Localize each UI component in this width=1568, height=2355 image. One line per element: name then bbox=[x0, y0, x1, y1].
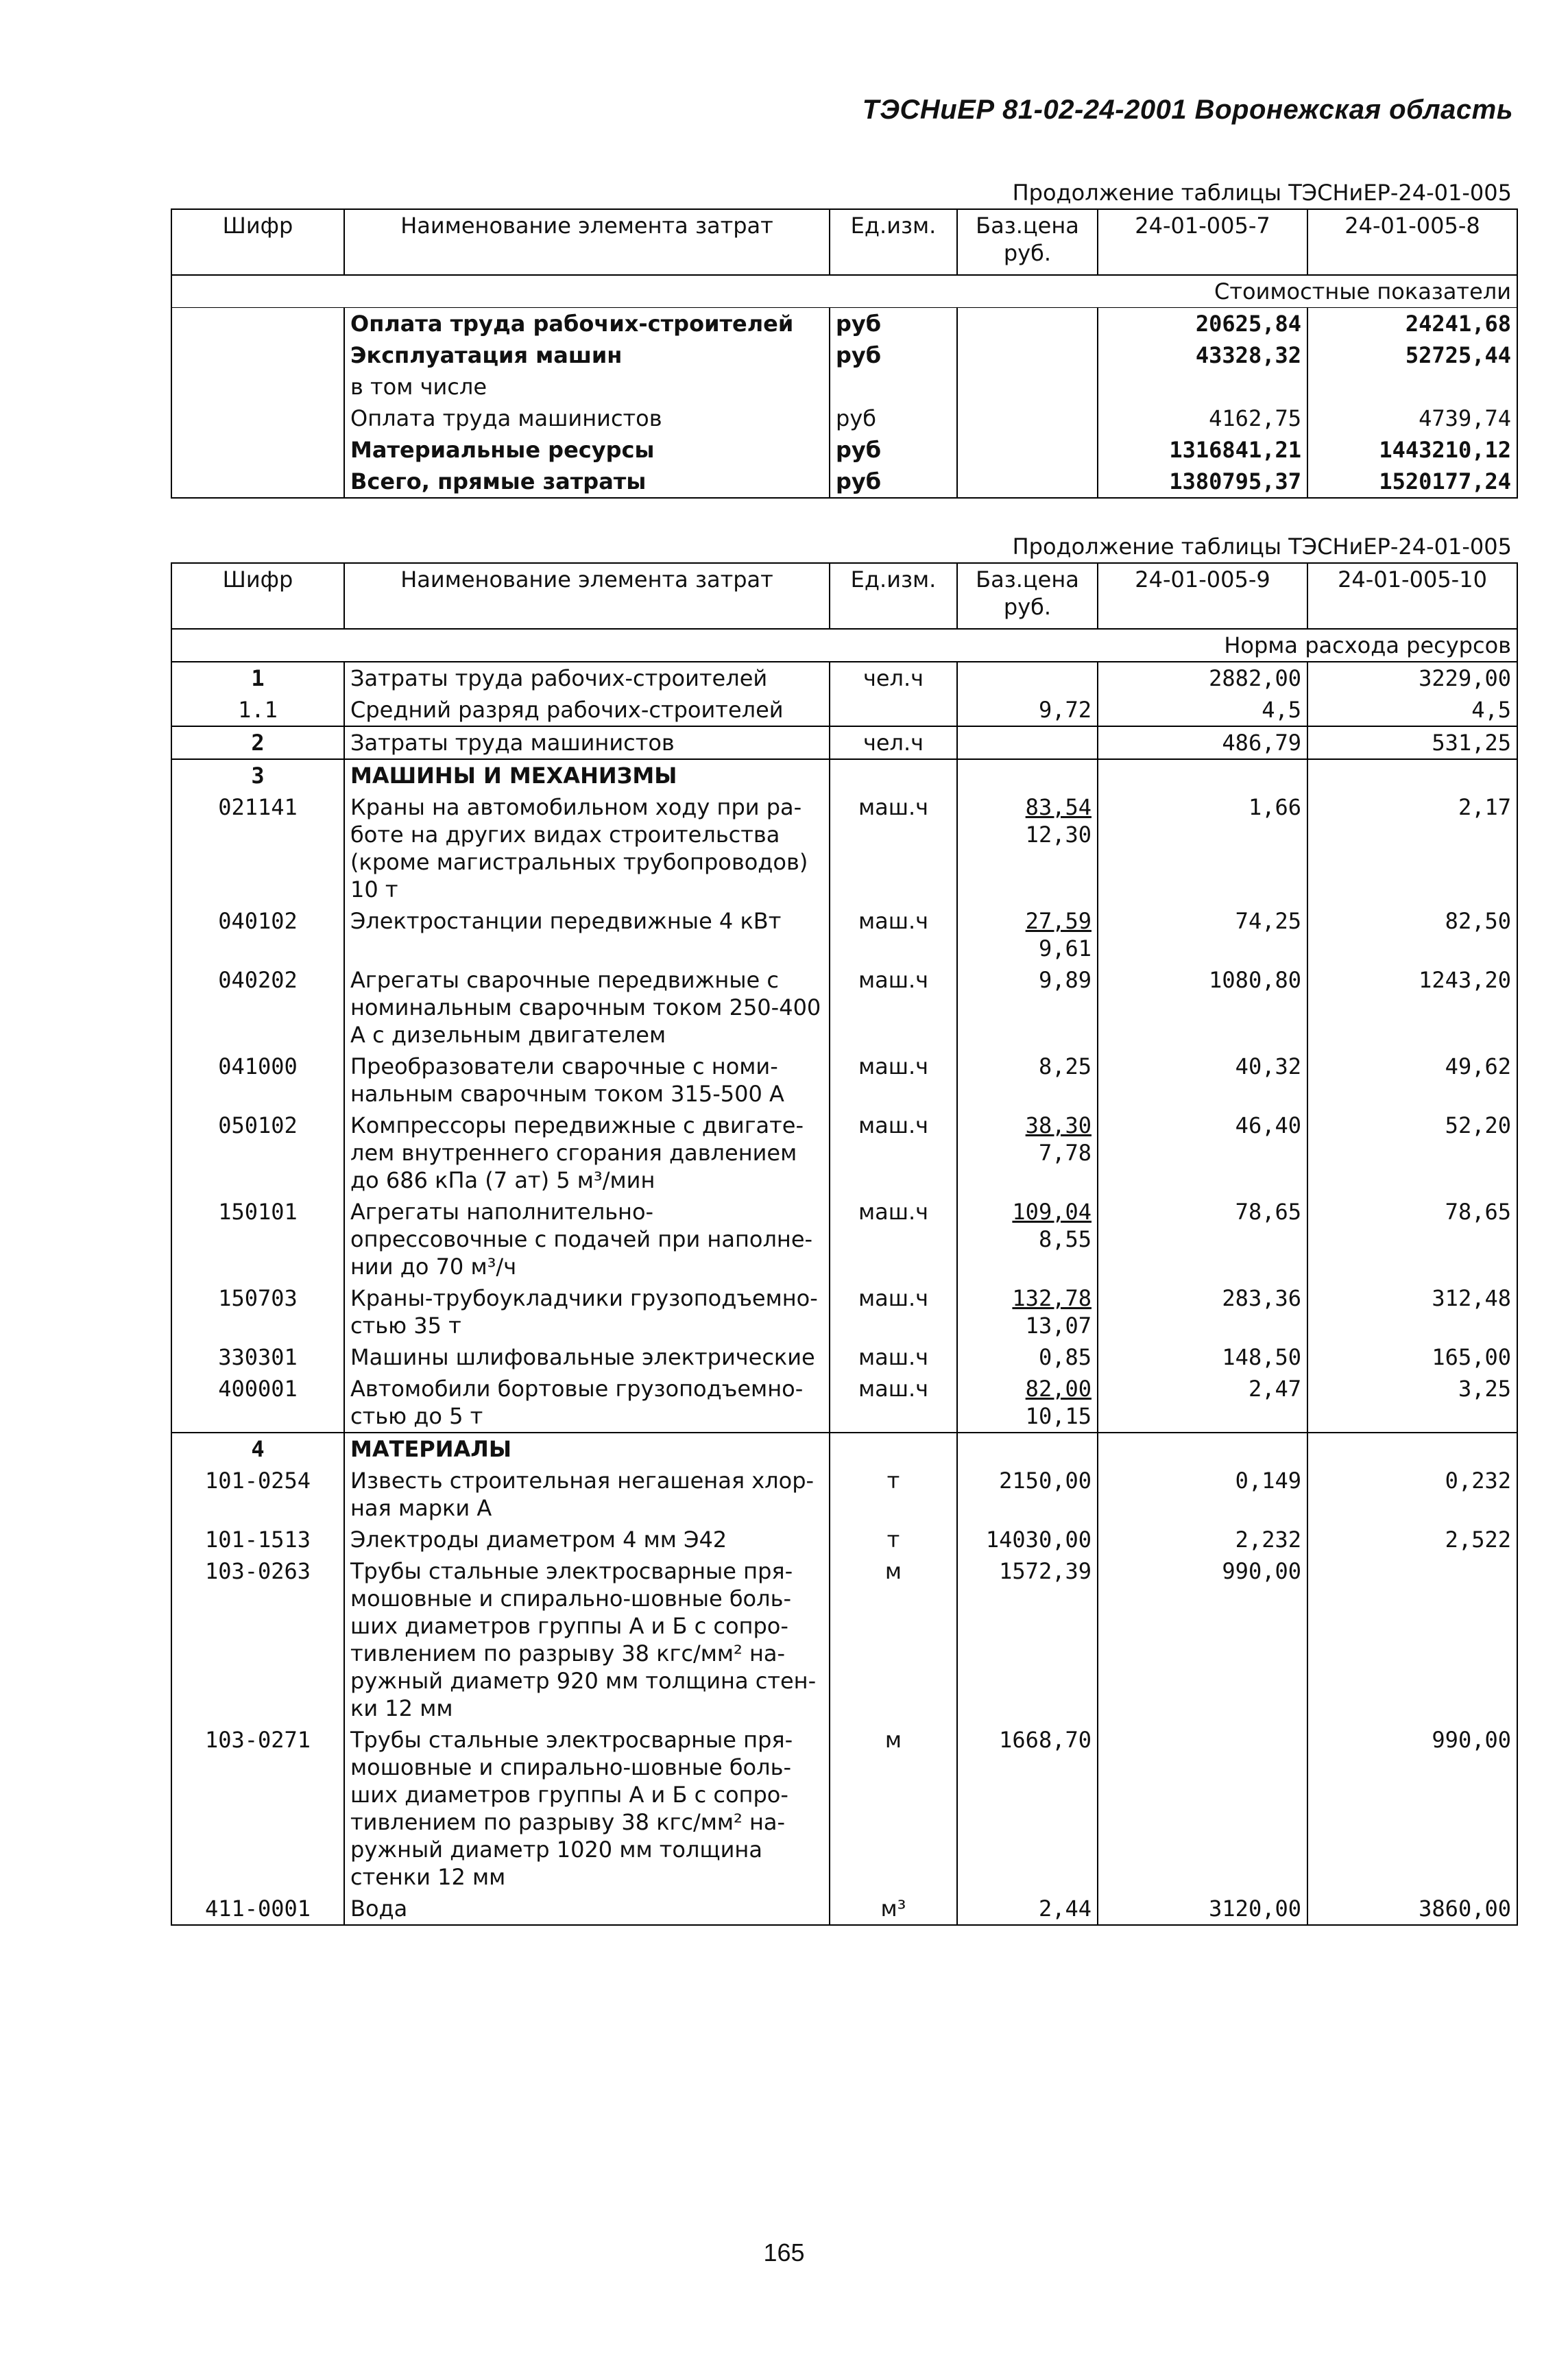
table1-continuation-label: Продолжение таблицы ТЭСНиЕР-24-01-005 bbox=[1012, 180, 1512, 206]
unit-cell: руб bbox=[830, 403, 957, 434]
unit-cell: маш.ч bbox=[830, 1196, 957, 1282]
base-price: 132,78 bbox=[1012, 1285, 1091, 1311]
machinist-price: 12,30 bbox=[1025, 822, 1091, 848]
value-cell-2: 52,20 bbox=[1307, 1110, 1517, 1196]
name-cell: в том числе bbox=[344, 371, 830, 403]
table-row bbox=[171, 466, 1517, 498]
base-price: 2,44 bbox=[1038, 1896, 1091, 1922]
table-row bbox=[171, 662, 1517, 694]
code-cell: 103-0271 bbox=[171, 1724, 344, 1893]
code-cell: 2 bbox=[171, 726, 344, 759]
base-price-cell bbox=[957, 1373, 1098, 1433]
base-price-cell bbox=[957, 339, 1098, 371]
value-cell-2 bbox=[1307, 371, 1517, 403]
table-row bbox=[171, 1051, 1517, 1110]
name-cell: Затраты труда машинистов bbox=[344, 726, 830, 759]
unit-cell: чел.ч bbox=[830, 662, 957, 694]
unit-cell: маш.ч bbox=[830, 1110, 957, 1196]
base-price: 9,72 bbox=[1038, 697, 1091, 723]
base-price-cell bbox=[957, 1724, 1098, 1893]
value-cell-1: 2,47 bbox=[1098, 1373, 1307, 1433]
unit-cell: руб bbox=[830, 434, 957, 466]
base-price-cell bbox=[957, 662, 1098, 694]
name-cell: Вода bbox=[344, 1893, 830, 1925]
code-cell: 101-0254 bbox=[171, 1465, 344, 1524]
unit-cell: маш.ч bbox=[830, 964, 957, 1051]
name-cell: Известь строительная негашеная хлор- ная марки А bbox=[344, 1465, 830, 1524]
base-price-cell bbox=[957, 726, 1098, 759]
name-cell: Краны на автомобильном ходу при ра- боте на других видах строительства (кроме магистральных трубопроводов) 10 т bbox=[344, 791, 830, 905]
name-cell: Краны-трубоукладчики грузоподъемно- стью 35 т bbox=[344, 1282, 830, 1341]
base-price: 14030,00 bbox=[985, 1527, 1091, 1553]
table-row bbox=[171, 339, 1517, 371]
code-cell: 040102 bbox=[171, 905, 344, 964]
base-price-cell bbox=[957, 434, 1098, 466]
base-price-cell bbox=[957, 905, 1098, 964]
col-header-rate-1: 24-01-005-7 bbox=[1098, 209, 1307, 275]
table-row bbox=[171, 905, 1517, 964]
base-price: 1572,39 bbox=[999, 1558, 1091, 1584]
table-row bbox=[171, 1555, 1517, 1724]
code-cell: 330301 bbox=[171, 1341, 344, 1373]
value-cell-2: 4739,74 bbox=[1307, 403, 1517, 434]
code-cell bbox=[171, 339, 344, 371]
col-header-name: Наименование элемента затрат bbox=[344, 209, 830, 275]
code-cell: 400001 bbox=[171, 1373, 344, 1433]
name-cell: Оплата труда рабочих-строителей bbox=[344, 308, 830, 340]
value-cell-1: 43328,32 bbox=[1098, 339, 1307, 371]
value-cell-1: 4162,75 bbox=[1098, 403, 1307, 434]
code-cell: 1 bbox=[171, 662, 344, 694]
unit-cell: маш.ч bbox=[830, 791, 957, 905]
code-cell: 150101 bbox=[171, 1196, 344, 1282]
table-row bbox=[171, 1524, 1517, 1555]
table-row bbox=[171, 1465, 1517, 1524]
name-cell: Трубы стальные электросварные пря- мошовные и спирально-шовные боль- ших диаметров группы А и Б с сопро- тивлением по разрыву 38 кгс/мм² на- ружный диаметр 1020 мм толщина стенки 12 мм bbox=[344, 1724, 830, 1893]
table-row bbox=[171, 1373, 1517, 1433]
value-cell-2: 1443210,12 bbox=[1307, 434, 1517, 466]
name-cell: Затраты труда рабочих-строителей bbox=[344, 662, 830, 694]
value-cell-2: 82,50 bbox=[1307, 905, 1517, 964]
value-cell-2 bbox=[1307, 1555, 1517, 1724]
table-row bbox=[171, 1724, 1517, 1893]
table2-section-row bbox=[171, 629, 1517, 662]
value-cell-1: 2,232 bbox=[1098, 1524, 1307, 1555]
unit-cell: руб bbox=[830, 466, 957, 498]
col-header-name: Наименование элемента затрат bbox=[344, 563, 830, 629]
table-row bbox=[171, 434, 1517, 466]
value-cell-2: 3860,00 bbox=[1307, 1893, 1517, 1925]
machinist-price: 7,78 bbox=[1038, 1140, 1091, 1166]
table-row bbox=[171, 308, 1517, 340]
value-cell-1: 2882,00 bbox=[1098, 662, 1307, 694]
name-cell: Трубы стальные электросварные пря- мошовные и спирально-шовные боль- ших диаметров группы А и Б с сопро- тивлением по разрыву 38 кгс/мм² на- ружный диаметр 920 мм толщина стен- ки 12 мм bbox=[344, 1555, 830, 1724]
col-header-code: Шифр bbox=[171, 563, 344, 629]
unit-cell: чел.ч bbox=[830, 726, 957, 759]
unit-cell: м bbox=[830, 1724, 957, 1893]
name-cell: Электростанции передвижные 4 кВт bbox=[344, 905, 830, 964]
unit-cell bbox=[830, 1433, 957, 1465]
base-price: 1668,70 bbox=[999, 1727, 1091, 1753]
name-cell: МАШИНЫ И МЕХАНИЗМЫ bbox=[344, 759, 830, 791]
col-header-rate-2: 24-01-005-8 bbox=[1307, 209, 1517, 275]
code-cell: 021141 bbox=[171, 791, 344, 905]
base-price-cell bbox=[957, 1465, 1098, 1524]
value-cell-2: 312,48 bbox=[1307, 1282, 1517, 1341]
base-price: 8,25 bbox=[1038, 1053, 1091, 1079]
value-cell-2: 2,522 bbox=[1307, 1524, 1517, 1555]
col-header-base-price: Баз.цена руб. bbox=[957, 209, 1098, 275]
value-cell-2: 990,00 bbox=[1307, 1724, 1517, 1893]
table-row bbox=[171, 1433, 1517, 1465]
name-cell: Преобразователи сварочные с номи- нальным сварочным током 315-500 А bbox=[344, 1051, 830, 1110]
name-cell: Компрессоры передвижные с двигате- лем внутреннего сгорания давлением до 686 кПа (7 ат) 5 м³/мин bbox=[344, 1110, 830, 1196]
document-title: ТЭСНиЕР 81-02-24-2001 Воронежская область bbox=[862, 95, 1513, 125]
value-cell-2: 3229,00 bbox=[1307, 662, 1517, 694]
name-cell: Всего, прямые затраты bbox=[344, 466, 830, 498]
col-header-rate-1: 24-01-005-9 bbox=[1098, 563, 1307, 629]
table-row bbox=[171, 726, 1517, 759]
unit-cell: маш.ч bbox=[830, 1282, 957, 1341]
name-cell: Автомобили бортовые грузоподъемно- стью до 5 т bbox=[344, 1373, 830, 1433]
value-cell-1: 1316841,21 bbox=[1098, 434, 1307, 466]
value-cell-2: 531,25 bbox=[1307, 726, 1517, 759]
base-price-cell bbox=[957, 791, 1098, 905]
value-cell-1: 78,65 bbox=[1098, 1196, 1307, 1282]
code-cell: 150703 bbox=[171, 1282, 344, 1341]
machinist-price: 8,55 bbox=[1038, 1226, 1091, 1252]
base-price: 82,00 bbox=[1025, 1376, 1091, 1402]
value-cell-2: 78,65 bbox=[1307, 1196, 1517, 1282]
value-cell-1 bbox=[1098, 1724, 1307, 1893]
base-price-cell bbox=[957, 466, 1098, 498]
col-header-code: Шифр bbox=[171, 209, 344, 275]
table-row bbox=[171, 694, 1517, 726]
base-price-cell bbox=[957, 694, 1098, 726]
code-cell: 040202 bbox=[171, 964, 344, 1051]
name-cell: Агрегаты сварочные передвижные с номинальным сварочным током 250-400 А с дизельным двигателем bbox=[344, 964, 830, 1051]
code-cell bbox=[171, 371, 344, 403]
resource-norms-table bbox=[171, 562, 1518, 1926]
unit-cell: т bbox=[830, 1524, 957, 1555]
base-price-cell bbox=[957, 759, 1098, 791]
base-price-cell bbox=[957, 371, 1098, 403]
base-price-cell bbox=[957, 964, 1098, 1051]
cost-indicators-table bbox=[171, 208, 1518, 499]
name-cell: Материальные ресурсы bbox=[344, 434, 830, 466]
col-header-unit: Ед.изм. bbox=[830, 563, 957, 629]
table-row bbox=[171, 1282, 1517, 1341]
value-cell-2: 165,00 bbox=[1307, 1341, 1517, 1373]
unit-cell: м³ bbox=[830, 1893, 957, 1925]
code-cell bbox=[171, 403, 344, 434]
value-cell-1: 1080,80 bbox=[1098, 964, 1307, 1051]
col-header-unit: Ед.изм. bbox=[830, 209, 957, 275]
unit-cell bbox=[830, 694, 957, 726]
base-price-cell bbox=[957, 1282, 1098, 1341]
name-cell: Эксплуатация машин bbox=[344, 339, 830, 371]
col-header-base-price: Баз.цена руб. bbox=[957, 563, 1098, 629]
code-cell: 3 bbox=[171, 759, 344, 791]
base-price: 38,30 bbox=[1025, 1112, 1091, 1138]
name-cell: Оплата труда машинистов bbox=[344, 403, 830, 434]
value-cell-2: 0,232 bbox=[1307, 1465, 1517, 1524]
machinist-price: 13,07 bbox=[1025, 1313, 1091, 1339]
col-header-rate-2: 24-01-005-10 bbox=[1307, 563, 1517, 629]
table2-continuation-label: Продолжение таблицы ТЭСНиЕР-24-01-005 bbox=[1012, 534, 1512, 560]
unit-cell: маш.ч bbox=[830, 1341, 957, 1373]
unit-cell: т bbox=[830, 1465, 957, 1524]
code-cell: 103-0263 bbox=[171, 1555, 344, 1724]
base-price-cell bbox=[957, 1555, 1098, 1724]
table-row bbox=[171, 371, 1517, 403]
value-cell-2: 52725,44 bbox=[1307, 339, 1517, 371]
base-price: 9,89 bbox=[1038, 967, 1091, 993]
value-cell-1 bbox=[1098, 759, 1307, 791]
value-cell-2 bbox=[1307, 1433, 1517, 1465]
unit-cell bbox=[830, 759, 957, 791]
name-cell: Агрегаты наполнительно- опрессовочные с подачей при наполне- нии до 70 м³/ч bbox=[344, 1196, 830, 1282]
table-row bbox=[171, 964, 1517, 1051]
value-cell-1 bbox=[1098, 1433, 1307, 1465]
unit-cell: маш.ч bbox=[830, 1051, 957, 1110]
table2-header-row bbox=[171, 563, 1517, 629]
value-cell-1: 148,50 bbox=[1098, 1341, 1307, 1373]
machinist-price: 9,61 bbox=[1038, 935, 1091, 961]
value-cell-1: 3120,00 bbox=[1098, 1893, 1307, 1925]
table-row bbox=[171, 1893, 1517, 1925]
code-cell bbox=[171, 466, 344, 498]
table-row bbox=[171, 403, 1517, 434]
base-price-cell bbox=[957, 403, 1098, 434]
value-cell-2: 49,62 bbox=[1307, 1051, 1517, 1110]
value-cell-2: 1520177,24 bbox=[1307, 466, 1517, 498]
code-cell bbox=[171, 434, 344, 466]
base-price-cell bbox=[957, 1341, 1098, 1373]
page-number: 165 bbox=[763, 2238, 805, 2267]
value-cell-2: 3,25 bbox=[1307, 1373, 1517, 1433]
machinist-price: 10,15 bbox=[1025, 1403, 1091, 1429]
value-cell-2 bbox=[1307, 759, 1517, 791]
value-cell-1: 283,36 bbox=[1098, 1282, 1307, 1341]
table-row bbox=[171, 1110, 1517, 1196]
unit-cell bbox=[830, 371, 957, 403]
code-cell: 101-1513 bbox=[171, 1524, 344, 1555]
value-cell-2: 24241,68 bbox=[1307, 308, 1517, 340]
value-cell-1: 0,149 bbox=[1098, 1465, 1307, 1524]
value-cell-1: 40,32 bbox=[1098, 1051, 1307, 1110]
base-price: 2150,00 bbox=[999, 1468, 1091, 1494]
value-cell-1: 46,40 bbox=[1098, 1110, 1307, 1196]
name-cell: МАТЕРИАЛЫ bbox=[344, 1433, 830, 1465]
code-cell: 4 bbox=[171, 1433, 344, 1465]
value-cell-1: 1,66 bbox=[1098, 791, 1307, 905]
base-price-cell bbox=[957, 1524, 1098, 1555]
value-cell-1: 4,5 bbox=[1098, 694, 1307, 726]
base-price-cell bbox=[957, 1893, 1098, 1925]
name-cell: Электроды диаметром 4 мм Э42 bbox=[344, 1524, 830, 1555]
code-cell bbox=[171, 308, 344, 340]
unit-cell: руб bbox=[830, 308, 957, 340]
table-row bbox=[171, 791, 1517, 905]
code-cell: 041000 bbox=[171, 1051, 344, 1110]
base-price: 0,85 bbox=[1038, 1344, 1091, 1370]
value-cell-1: 486,79 bbox=[1098, 726, 1307, 759]
code-cell: 1.1 bbox=[171, 694, 344, 726]
table1-header-row bbox=[171, 209, 1517, 275]
table-row bbox=[171, 1196, 1517, 1282]
base-price-cell bbox=[957, 308, 1098, 340]
value-cell-1: 20625,84 bbox=[1098, 308, 1307, 340]
value-cell-2: 4,5 bbox=[1307, 694, 1517, 726]
base-price: 27,59 bbox=[1025, 908, 1091, 934]
base-price: 83,54 bbox=[1025, 794, 1091, 820]
table-row bbox=[171, 759, 1517, 791]
section-title: Норма расхода ресурсов bbox=[171, 629, 1517, 662]
unit-cell: маш.ч bbox=[830, 905, 957, 964]
value-cell-1: 74,25 bbox=[1098, 905, 1307, 964]
base-price-cell bbox=[957, 1110, 1098, 1196]
unit-cell: м bbox=[830, 1555, 957, 1724]
name-cell: Машины шлифовальные электрические bbox=[344, 1341, 830, 1373]
base-price: 109,04 bbox=[1012, 1199, 1091, 1225]
value-cell-1 bbox=[1098, 371, 1307, 403]
base-price-cell bbox=[957, 1051, 1098, 1110]
value-cell-1: 1380795,37 bbox=[1098, 466, 1307, 498]
value-cell-1: 990,00 bbox=[1098, 1555, 1307, 1724]
table-row bbox=[171, 1341, 1517, 1373]
name-cell: Средний разряд рабочих-строителей bbox=[344, 694, 830, 726]
unit-cell: маш.ч bbox=[830, 1373, 957, 1433]
value-cell-2: 1243,20 bbox=[1307, 964, 1517, 1051]
table1-section-row bbox=[171, 275, 1517, 308]
base-price-cell bbox=[957, 1433, 1098, 1465]
unit-cell: руб bbox=[830, 339, 957, 371]
code-cell: 050102 bbox=[171, 1110, 344, 1196]
section-title: Стоимостные показатели bbox=[171, 275, 1517, 308]
code-cell: 411-0001 bbox=[171, 1893, 344, 1925]
value-cell-2: 2,17 bbox=[1307, 791, 1517, 905]
base-price-cell bbox=[957, 1196, 1098, 1282]
